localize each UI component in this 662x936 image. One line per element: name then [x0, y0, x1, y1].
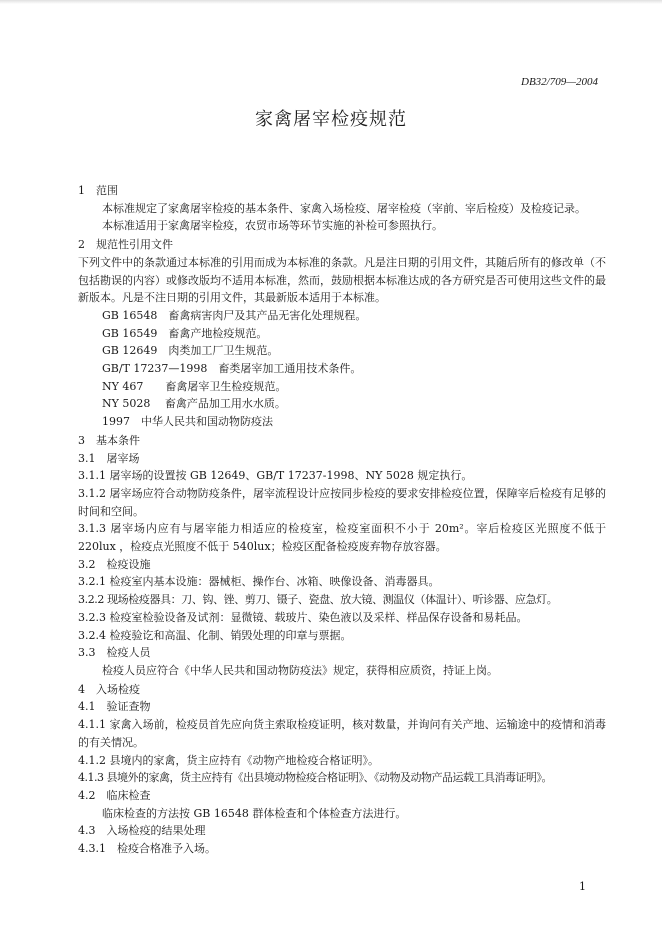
- clause: 3.1.2 屠宰场应符合动物防疫条件，屠宰流程设计应按同步检疫的要求安排检疫位置，保障宰后检疫有足够的时间和空间。: [78, 486, 606, 518]
- clause: 3.1.3 屠宰场内应有与屠宰能力相适应的检疫室，检疫室面积不小于 20m²。宰后检疫区光照度不低于220lux ，检疫点光照度不低于 540lux；检疫区配备检疫废弃物存放容器。: [78, 522, 606, 554]
- reference-item: GB 16549 畜禽产地检疫规范。: [102, 326, 268, 340]
- subsection-heading: 3.2 检疫设施: [78, 557, 151, 571]
- subsection-heading: 3.1 屠宰场: [78, 451, 140, 465]
- paragraph: 下列文件中的条款通过本标准的引用而成为本标准的条款。凡是注日期的引用文件，其随后所有的修改单（不包括勘误的内容）或修改版均不适用本标准，然而，鼓励根据本标准达成的各方研究是否可使用这些文件的最新版本。凡是不注日期的引用文件，其最新版本适用于本标准。: [78, 255, 606, 305]
- section-heading: 1 范围: [78, 184, 118, 197]
- clause: 4.3.1 检疫合格准予入场。: [78, 842, 216, 856]
- paragraph: 本标准规定了家禽屠宰检疫的基本条件、家禽入场检疫、屠宰检疫（宰前、宰后检疫）及检疫记录。: [102, 201, 586, 215]
- reference-item: GB 12649 肉类加工厂卫生规范。: [102, 344, 279, 358]
- section-heading: 2 规范性引用文件: [78, 238, 173, 252]
- clause: 3.2.4 检疫验讫和高温、化制、销毁处理的印章与票据。: [78, 628, 352, 642]
- reference-item: NY 467 畜禽屠宰卫生检疫规范。: [102, 379, 287, 393]
- clause: 4.1.1 家禽入场前，检疫员首先应向货主索取检疫证明，核对数量，并询问有关产地、运输途中的疫情和消毒的有关情况。: [78, 718, 606, 749]
- reference-item: NY 5028 畜禽产品加工用水水质。: [102, 397, 286, 411]
- reference-item: GB/T 17237—1998 畜类屠宰加工通用技术条件。: [102, 362, 362, 376]
- page-title: 家禽屠宰检疫规范: [255, 109, 407, 130]
- clause: 3.2.1 检疫室内基本设施：器械柜、操作台、冰箱、映像设备、消毒器具。: [78, 575, 440, 589]
- paragraph: 本标准适用于家禽屠宰检疫，农贸市场等环节实施的补检可参照执行。: [102, 219, 443, 233]
- page-number: 1: [579, 880, 586, 893]
- subsection-heading: 4.2 临床检查: [78, 788, 151, 802]
- clause: 3.2.2 现场检疫器具：刀、钩、锉、剪刀、镊子、瓷盘、放大镜、测温仪（体温计）、听诊器、应急灯。: [78, 593, 558, 607]
- clause: 4.1.3 县境外的家禽，货主应持有《出县境动物检疫合格证明》、《动物及动物产品运载工具消毒证明》。: [78, 771, 552, 785]
- clause: 3.1.1 屠宰场的设置按 GB 12649、GB/T 17237-1998、NY 5028 规定执行。: [78, 469, 473, 483]
- reference-item: GB 16548 畜禽病害肉尸及其产品无害化处理规程。: [102, 308, 367, 322]
- paragraph: 临床检查的方法按 GB 16548 群体检查和个体检查方法进行。: [102, 806, 407, 820]
- reference-item: 1997 中华人民共和国动物防疫法: [102, 415, 273, 429]
- section-heading: 4 入场检疫: [78, 682, 140, 696]
- subsection-heading: 3.3 检疫人员: [78, 646, 151, 660]
- clause: 3.2.3 检疫室检验设备及试剂：显微镜、载玻片、染色液以及采样、样品保存设备和易耗品。: [78, 610, 528, 624]
- clause: 4.1.2 县境内的家禽，货主应持有《动物产地检疫合格证明》。: [78, 753, 379, 767]
- subsection-heading: 4.1 验证查物: [78, 700, 151, 714]
- document-body: [78, 182, 606, 858]
- document-number: DB32/709—2004: [521, 76, 598, 88]
- section-heading: 3 基本条件: [78, 433, 140, 447]
- top-border: [0, 0, 662, 4]
- subsection-heading: 4.3 入场检疫的结果处理: [78, 824, 206, 838]
- paragraph: 检疫人员应符合《中华人民共和国动物防疫法》规定，获得相应质资，持证上岗。: [102, 663, 498, 677]
